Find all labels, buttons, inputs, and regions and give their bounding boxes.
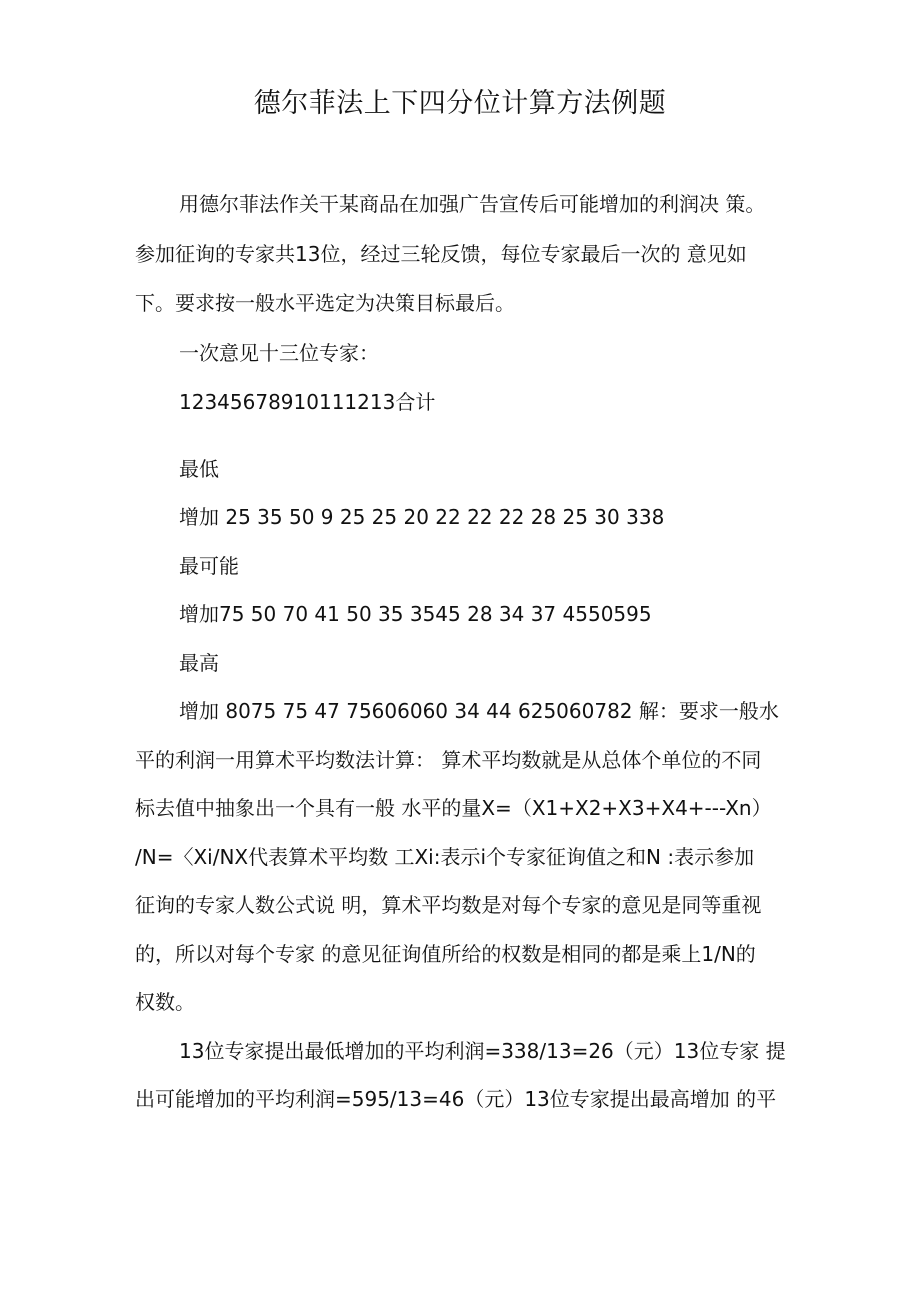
paragraph-line-17: 权数。 xyxy=(135,990,195,1014)
highest-values-line: 增加 8075 75 47 75606060 34 44 625060782 解：要求一般水 xyxy=(179,699,779,723)
paragraph-line-19: 出可能增加的平均利润=595/13=46（元）13位专家提出最高增加 的平 xyxy=(135,1087,777,1111)
highest-label: 最高 xyxy=(179,651,219,675)
paragraph-line-3: 下。要求按一般水平选定为决策目标最后。 xyxy=(135,291,515,315)
paragraph-line-1: 用德尔菲法作关干某商品在加强广告宣传后可能增加的利润决 策。 xyxy=(179,192,766,216)
paragraph-line-13: 标去值中抽象出一个具有一般 水平的量X=（X1+X2+X3+X4+---Xn） xyxy=(135,796,772,820)
paragraph-line-12: 平的利润一用算术平均数法计算： 算术平均数就是从总体个单位的不同 xyxy=(135,748,762,772)
expert-heading: 一次意见十三位专家： xyxy=(179,341,379,365)
document-title: 德尔菲法上下四分位计算方法例题 xyxy=(253,88,667,119)
paragraph-line-14: /N=〈Xi/NX代表算术平均数 工Xi:表示i个专家征询值之和N :表示参加 xyxy=(135,845,755,869)
paragraph-line-2: 参加征询的专家共13位，经过三轮反馈，每位专家最后一次的 意见如 xyxy=(135,242,747,266)
most-likely-values-line: 增加75 50 70 41 50 35 3545 28 34 37 4550595 xyxy=(179,602,652,626)
lowest-label: 最低 xyxy=(179,457,219,481)
most-likely-label: 最可能 xyxy=(179,554,239,578)
paragraph-line-18: 13位专家提出最低增加的平均利润=338/13=26（元）13位专家 提 xyxy=(179,1039,786,1063)
paragraph-line-15: 征询的专家人数公式说 明，算术平均数是对每个专家的意见是同等重视 xyxy=(135,893,762,917)
paragraph-line-16: 的，所以对每个专家 的意见征询值所给的权数是相同的都是乘上1/N的 xyxy=(135,942,756,966)
expert-numbers-line: 12345678910111213合计 xyxy=(179,390,436,414)
lowest-values-line: 增加 25 35 50 9 25 25 20 22 22 22 28 25 30 338 xyxy=(179,505,665,529)
